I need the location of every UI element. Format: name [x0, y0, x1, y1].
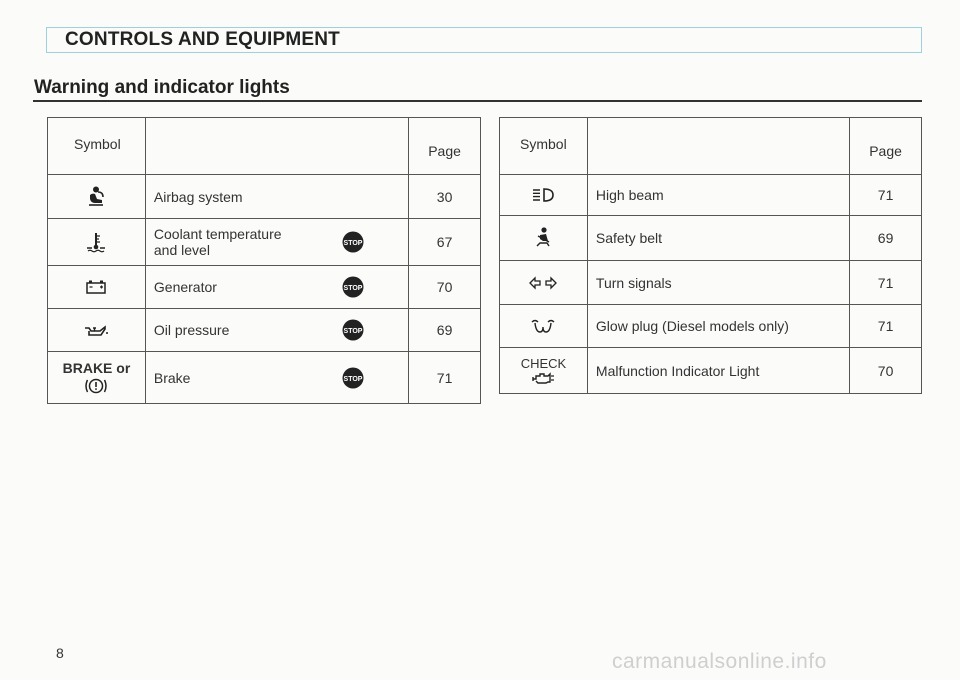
- description-cell: Generator STOP: [145, 266, 408, 309]
- stop-icon: [342, 276, 364, 298]
- table-row: [48, 309, 481, 352]
- left-indicator-table: [47, 117, 481, 404]
- table-row: [500, 261, 922, 305]
- symbol-column-header: Symbol: [48, 118, 146, 175]
- page-cell: 69: [850, 216, 922, 261]
- table-row: [500, 175, 922, 216]
- section-header-title: CONTROLS AND EQUIPMENT: [65, 29, 340, 50]
- table-row: [48, 352, 481, 404]
- table-row: [48, 219, 481, 266]
- page-cell: 70: [409, 266, 481, 309]
- turn-signals-icon: [500, 261, 588, 305]
- glow-plug-icon: [500, 305, 588, 348]
- table-row: [48, 266, 481, 309]
- svg-text:STOP: STOP: [343, 375, 363, 383]
- brake-symbol-text: BRAKE or: [62, 360, 131, 376]
- stop-icon: [342, 231, 364, 253]
- description-column-header: [587, 118, 849, 175]
- description-cell: Brake STOP: [145, 352, 408, 404]
- desc-line-2: and level: [153, 242, 210, 258]
- page-cell: 70: [850, 348, 922, 394]
- table-row: [500, 305, 922, 348]
- page-column-header: Page: [409, 118, 481, 175]
- description-cell: Safety belt: [587, 216, 849, 261]
- table-row: [500, 348, 922, 394]
- svg-text:STOP: STOP: [343, 328, 363, 335]
- oil-can-icon: [48, 309, 146, 352]
- description-cell: Turn signals: [587, 261, 849, 305]
- check-symbol-text: CHECK: [520, 355, 567, 371]
- page-cell: 67: [409, 219, 481, 266]
- description-cell: Oil pressure STOP: [145, 309, 408, 352]
- page-number: 8: [56, 645, 64, 661]
- description-cell: Glow plug (Diesel models only): [587, 305, 849, 348]
- description-cell: Airbag system: [145, 175, 408, 219]
- table-header-row: [500, 118, 922, 175]
- desc-line-1: Coolant temperature: [153, 226, 282, 242]
- check-symbol-cell: [500, 348, 588, 394]
- brake-symbol-cell: [48, 352, 146, 404]
- page-title: Warning and indicator lights: [34, 77, 290, 98]
- coolant-temperature-icon: [48, 219, 146, 266]
- description-column-header: [145, 118, 408, 175]
- table-header-row: [48, 118, 481, 175]
- table-row: [500, 216, 922, 261]
- stop-icon: [342, 367, 364, 389]
- page-column-header: Page: [850, 118, 922, 175]
- title-rule: [33, 100, 922, 102]
- high-beam-icon: [500, 175, 588, 216]
- airbag-icon: [48, 175, 146, 219]
- description-cell: High beam: [587, 175, 849, 216]
- svg-text:STOP: STOP: [343, 285, 363, 292]
- page-cell: 71: [409, 352, 481, 404]
- svg-text:STOP: STOP: [343, 240, 363, 247]
- brake-warning-icon: [48, 377, 145, 395]
- stop-icon: [342, 319, 364, 341]
- right-indicator-table: [499, 117, 922, 394]
- battery-generator-icon: [48, 266, 146, 309]
- seat-belt-icon: [500, 216, 588, 261]
- table-row: [48, 175, 481, 219]
- watermark: carmanualsonline.info: [612, 650, 827, 673]
- description-cell: Malfunction Indicator Light: [587, 348, 849, 394]
- check-engine-icon: [500, 371, 587, 385]
- symbol-column-header: Symbol: [500, 118, 588, 175]
- page-cell: 69: [409, 309, 481, 352]
- page-cell: 71: [850, 261, 922, 305]
- page-cell: 30: [409, 175, 481, 219]
- section-header: [46, 27, 922, 53]
- description-cell: [145, 219, 408, 266]
- page-cell: 71: [850, 305, 922, 348]
- page-cell: 71: [850, 175, 922, 216]
